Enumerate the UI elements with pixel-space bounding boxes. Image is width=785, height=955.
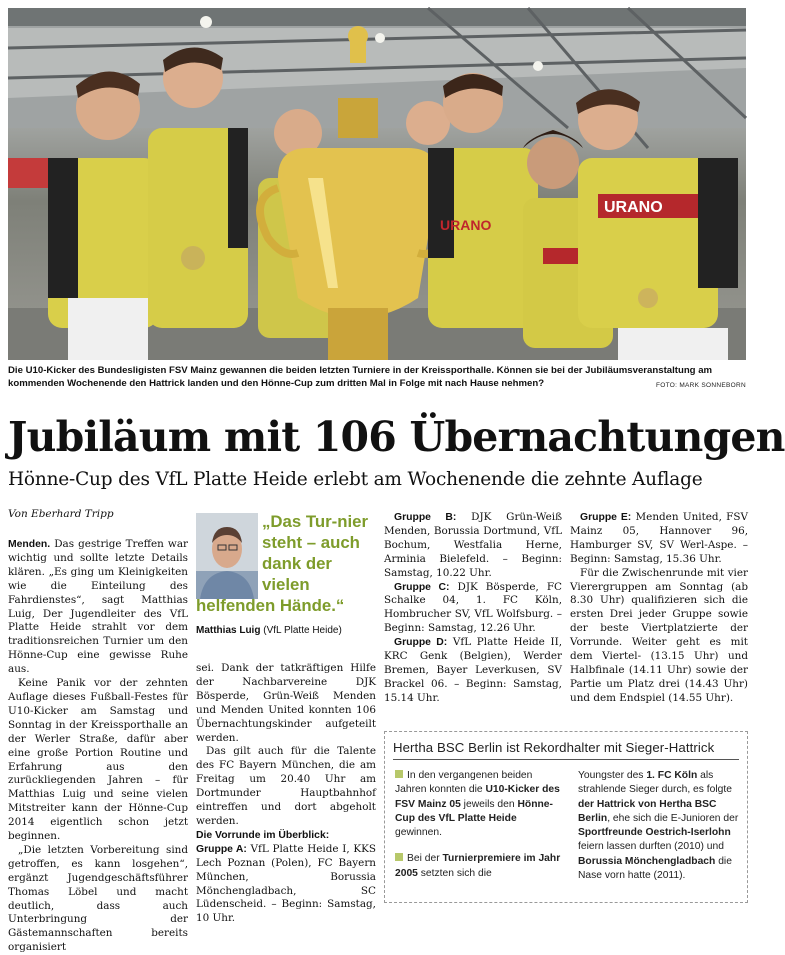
paragraph-4: sei. Dank der tatkräftigen Hilfe der Nachbarvereine DJK Bösperde, Grün-Weiß Menden und Menden United konnten 106 Übernachtungskinder aufgeteilt werden. [196, 662, 376, 744]
infobox-text: Youngster des [578, 770, 647, 781]
vorrunde-heading: Die Vorrunde im Überblick: [196, 829, 330, 841]
info-box-right-column [578, 769, 743, 883]
bullet-square-icon [395, 770, 403, 778]
group-c-label: Gruppe C: [394, 581, 450, 593]
infobox-bold: U10-Kicker des FSV Mainz 05 [395, 784, 560, 810]
group-b-text: DJK Grün-Weiß Menden, Borussia Dortmund, VfL Bochum, Westfalia Herne, Arminia Bielefeld. – Beginn: Samstag, 10.22 Uhr. [384, 511, 563, 579]
infobox-bold: Sportfreunde Oestrich-Iserlohn [578, 827, 731, 839]
byline: Von Eberhard Tripp [8, 508, 114, 520]
svg-text:URANO: URANO [440, 217, 492, 233]
headline: Jubiläum mit 106 Übernachtungen [8, 413, 785, 461]
infobox-bold: der Hattrick von Hertha BSC Berlin [578, 798, 717, 824]
group-d-text: VfL Platte Heide II, KRC Genk (Belgien), Werder Bremen, Bayer Leverkusen, SV Brackel 06. – Beginn: Samstag, 15.14 Uhr. [384, 636, 562, 704]
infobox-bold: Borussia Mönchengladbach [578, 855, 716, 867]
quote-attribution [196, 625, 342, 636]
group-a [196, 843, 376, 926]
group-c-text: DJK Bösperde, FC Schalke 04, 1. FC Köln, Hombrucher SV, VfL Wolfsburg. – Beginn: Samstag, 12.26 Uhr. [384, 580, 563, 635]
paragraph-2: Keine Panik vor der zehnten Auflage dieses Fußball-Festes für U10-Kicker am Samstag und Sonntag in der Kreissporthalle an der Werler Straße, dafür aber eine große Portion Routine und Erfahrung aus den zurückliegenden Jahren – für Matthias Luig und seine vielen Mitstreiter kann der Hönne-Cup 2014 eigentlich schon jetzt beginnen. [8, 677, 188, 843]
paragraph-3: „Die letzten Vorbereitung sind getroffen, es kann losgehen“, ergänzt Jugendgeschäftsführer Thomas Löbel und macht deutlich, dass auch Unterbringung der Gästemannschaften bereits organisiert [8, 843, 188, 954]
infobox-text: , ehe sich die E-Junioren der [607, 812, 739, 824]
bullet-square-icon [395, 853, 403, 861]
quote-affiliation: (VfL Platte Heide) [263, 625, 342, 636]
paragraph-5: Das gilt auch für die Talente des FC Bayern München, die am Freitag um 20.40 Uhr am Dortmunder Hauptbahnhof eintreffen und dort abgeholt werden. [196, 745, 376, 827]
group-a-text: VfL Platte Heide I, KKS Lech Poznan (Polen), FC Bayern München, Borussia Mönchengladbach, SC Lüdenscheid. – Beginn: Samstag, 10 Uhr. [196, 842, 376, 925]
team-photo [8, 8, 746, 360]
group-d [384, 636, 562, 706]
infobox-text: als strahlende Sieger durch, es folgte [578, 770, 732, 796]
infobox-text: Bei der [407, 853, 443, 865]
info-box-title: Hertha BSC Berlin ist Rekordhalter mit Sieger-Hattrick [393, 740, 715, 755]
infobox-bold: Turnierpremiere im Jahr 2005 [395, 853, 561, 879]
dateline: Menden. [8, 539, 51, 550]
info-box [384, 731, 748, 903]
photo-credit: FOTO: MARK SONNEBORN [655, 382, 746, 389]
infobox-text: jeweils den [460, 798, 518, 810]
article-column-4 [570, 511, 748, 706]
group-b-label: Gruppe B: [394, 512, 457, 523]
photo-caption: Die U10-Kicker des Bundesligisten FSV Mainz gewannen die beiden letzten Turniere in der Kreissporthalle. Können sie bei der Jubiläumsveranstaltung am kommenden Wochenende den Hattrick landen und den Hönne-Cup zum dritten Mal in Folge mit nach Hause nehmen? [8, 365, 713, 389]
infobox-bold: Hönne-Cup des VfL Platte Heide [395, 798, 553, 824]
infobox-text: setzten sich die [417, 867, 492, 879]
article-column-1 [8, 538, 188, 955]
infobox-bold: 1. FC Köln [646, 770, 698, 781]
infobox-text: die Nase vorn hatte (2011). [578, 855, 732, 882]
group-c [384, 581, 562, 637]
infobox-text: gewinnen. [395, 827, 442, 839]
group-b [384, 511, 562, 581]
quote-speaker: Matthias Luig [196, 625, 261, 636]
jersey-sponsor-text: URANO [604, 199, 663, 216]
article-column-2 [196, 662, 376, 926]
quote-text-2: helfenden Hände.“ [196, 596, 345, 615]
info-box-divider [393, 759, 739, 760]
pull-quote [196, 511, 376, 656]
infobox-text: feiern lassen durften (2010) und [578, 841, 724, 853]
article-column-3 [384, 511, 562, 706]
speaker-portrait [196, 513, 258, 599]
group-d-label: Gruppe D: [394, 637, 448, 649]
info-box-left-column [395, 769, 563, 881]
infobox-text: In den vergangenen beiden Jahren konnten die [395, 770, 533, 796]
subheadline: Hönne-Cup des VfL Platte Heide erlebt am Wochenende die zehnte Auflage [8, 469, 703, 490]
group-a-label: Gruppe A: [196, 843, 247, 855]
group-e-text: Menden United, FSV Mainz 05, Hannover 96, Hamburger SV, SV Werl-Aspe. – Beginn: Samstag, 15.36 Uhr. [570, 511, 749, 565]
paragraph-6: Für die Zwischenrunde mit vier Vierergruppen am Sonntag (ab 8.30 Uhr) qualifizieren sich die ersten Drei jeder Gruppe sowie der beste Viertplatzierte der Vorrunde. Weiter geht es mit dem Viertel- (13.15 Uhr) und Halbfinale (14.11 Uhr) sowie der Partie um Platz drei (14.43 Uhr) und dem Endspiel (14.55 Uhr). [570, 566, 748, 704]
group-e-label: Gruppe E: [580, 512, 632, 523]
quote-text-1: „Das Tur-nier steht – auch dank der vielen [262, 512, 368, 594]
paragraph-1: Das gestrige Treffen war wichtig und sollte letzte Details klären. „Es ging um Kleinigkeiten wie die Einteilung des Fahrdienstes“, sagt Matthias Luig, Der Jugendleiter des VfL Platte Heide strahlt vor dem traditionsreichen Turnier um den Hönne-Cup eine gewisse Ruhe aus. [8, 538, 188, 676]
group-e [570, 511, 748, 567]
